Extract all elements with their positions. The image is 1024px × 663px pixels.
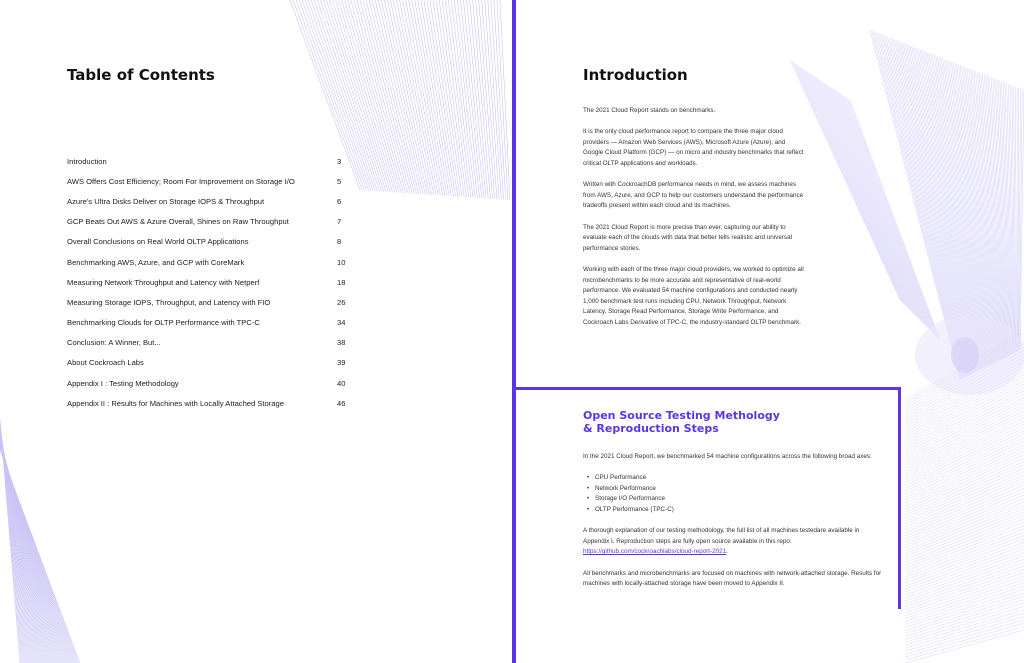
toc-entry-title: Benchmarking AWS, Azure, and GCP with CoreMark [67,257,245,267]
open-source-paragraph: All benchmarks and microbenchmarks are focused on machines with network-attached storage. Results for machines with locally-attached storage have been moved to Appendix II. [583,569,882,588]
open-source-section-body [583,452,883,600]
open-source-paragraph [583,452,883,463]
toc-entry-title: About Cockroach Labs [67,358,144,368]
toc-entry-title: Appendix I : Testing Methodology [67,378,179,388]
open-source-title-line-1: Open Source Testing Methology [583,409,780,422]
open-source-paragraph [583,526,883,558]
toc-entry-page-number: 10 [337,257,346,267]
open-source-title-line-2: & Reproduction Steps [583,422,719,435]
toc-entry-title: Appendix II : Results for Machines with Locally Attached Storage [67,398,284,408]
toc-entry-title: Measuring Storage IOPS, Throughput, and Latency with FIO [67,297,271,307]
link-period: . [726,548,728,556]
toc-entry-page-number: 26 [337,297,346,307]
toc-entry[interactable] [67,272,347,292]
benchmark-axes-list [587,473,883,515]
intro-paragraph: Written with CockroachDB performance needs in mind, we assess machines from AWS, Azure, and GCP to help our customers understand the performance tradeoffs present within each cloud and its machines. [583,181,804,210]
toc-entry-page-number: 5 [337,176,342,186]
toc-entry-title: Azure's Ultra Disks Deliver on Storage IOPS & Throughput [67,196,265,206]
introduction-body [583,106,805,339]
toc-entry-page-number: 3 [337,156,342,166]
open-source-intro-text: In the 2021 Cloud Report, we benchmarked 54 machine configurations across the following broad axes: [583,453,872,460]
toc-list [67,151,347,413]
toc-entry-title: AWS Offers Cost Efficiency; Room For Improvement on Storage I/O [67,176,295,186]
intro-paragraph: Working with each of the three major cloud providers, we worked to optimize all microbenchmarks to be more accurate and representative of real-world performance. We evaluated 54 machine configurations and conducted nearly 1,000 benchmark test runs including CPU, Network Throughput, Network Latency, Storage Read Performance, Storage Write Performance, and Cockroach Labs Derivative of TPC-C, the industry-standard OLTP benchmark. [583,265,804,326]
list-item: • Network Performance [587,484,883,495]
intro-paragraph: It is the only cloud performance report to compare the three major cloud providers — Amazon Web Services (AWS), Microsoft Azure (Azure), and Google Cloud Platform (GCP) — on micro and industry benchmarks that reflect critical OLTP applications and workloads. [583,128,804,167]
toc-entry-title: Benchmarking Clouds for OLTP Performance with TPC-C [67,318,260,328]
toc-entry[interactable] [67,151,347,171]
toc-entry-page-number: 6 [337,196,342,206]
intro-paragraph: The 2021 Cloud Report stands on benchmarks. [583,107,716,114]
methodology-text: A thorough explanation of our testing methodology, the full list of all machines testedare available in Appendix I. Reproduction steps are fully open source available in this repo: [583,527,860,545]
toc-entry-page-number: 8 [337,237,342,247]
toc-entry-page-number: 18 [337,277,346,287]
toc-entry-page-number: 38 [337,338,346,348]
page-divider-line [512,0,516,663]
toc-entry-title: Introduction [67,156,107,166]
toc-entry[interactable] [67,212,347,232]
toc-entry-title: Conclusion: A Winner, But... [67,338,161,348]
toc-entry-page-number: 34 [337,318,346,328]
toc-entry[interactable] [67,373,347,393]
toc-entry-page-number: 39 [337,358,346,368]
toc-entry[interactable] [67,333,347,353]
open-source-section-title [583,409,823,435]
repo-link[interactable]: https://github.com/cockroachlabs/cloud-report-2021 [583,548,727,556]
toc-entry-page-number: 46 [337,398,346,408]
toc-entry[interactable] [67,171,347,191]
section-box-right-line [898,387,901,609]
intro-paragraph: The 2021 Cloud Report is more precise than ever, capturing our ability to evaluate each of the clouds with data that better tells realistic and universal performance stories. [583,223,792,252]
toc-entry[interactable] [67,313,347,333]
toc-entry-title: Overall Conclusions on Real World OLTP Applications [67,237,249,247]
introduction-title: Introduction [583,66,688,84]
toc-entry[interactable] [67,252,347,272]
toc-title: Table of Contents [67,66,215,84]
toc-entry[interactable] [67,292,347,312]
toc-entry[interactable] [67,353,347,373]
list-item: • CPU Performance [587,473,883,484]
toc-entry[interactable] [67,191,347,211]
list-item: • Storage I/O Performance [587,494,883,505]
toc-entry[interactable] [67,393,347,413]
toc-entry-page-number: 7 [337,217,342,227]
list-item: • OLTP Performance (TPC-C) [587,505,883,516]
toc-entry[interactable] [67,232,347,252]
section-box-top-line [516,387,900,390]
toc-entry-title: Measuring Network Throughput and Latency with Netperf [67,277,260,287]
toc-entry-page-number: 40 [337,378,346,388]
toc-entry-title: GCP Beats Out AWS & Azure Overall, Shines on Raw Throughput [67,217,289,227]
